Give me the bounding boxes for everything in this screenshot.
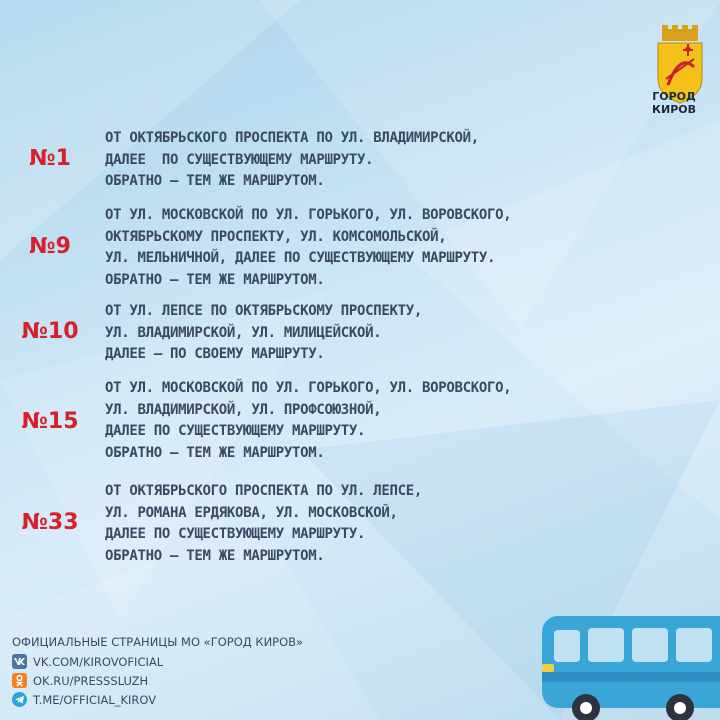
- route-line: ОТ ОКТЯБРЬСКОГО ПРОСПЕКТА ПО УЛ. ЛЕПСЕ,: [105, 483, 423, 499]
- social-link-label: VK.COM/KIROVOFICIAL: [33, 654, 164, 669]
- route-line: ОТ УЛ. МОСКОВСКОЙ ПО УЛ. ГОРЬКОГО, УЛ. ВОРОВСКОГО,: [105, 207, 512, 223]
- route-line: ОТ УЛ. МОСКОВСКОЙ ПО УЛ. ГОРЬКОГО, УЛ. ВОРОВСКОГО,: [105, 380, 512, 396]
- route-description: [105, 205, 665, 291]
- route-number: №9: [29, 234, 71, 259]
- social-link-ok[interactable]: [12, 671, 532, 690]
- route-line: УЛ. МЕЛЬНИЧНОЙ, ДАЛЕЕ ПО СУЩЕСТВУЮЩЕМУ МАРШРУТУ.: [105, 250, 496, 266]
- logo-line-1: ГОРОД: [652, 90, 696, 103]
- city-logo-label: [636, 90, 712, 116]
- route-line: ОБРАТНО – ТЕМ ЖЕ МАРШРУТОМ.: [105, 547, 325, 564]
- logo-line-2: КИРОВ: [652, 103, 696, 116]
- telegram-icon: [12, 692, 27, 707]
- ok-icon: [12, 673, 27, 688]
- route-line: ОКТЯБРЬСКОМУ ПРОСПЕКТУ, УЛ. КОМСОМОЛЬСКОЙ,: [105, 228, 447, 245]
- route-line: ДАЛЕЕ ПО СУЩЕСТВУЮЩЕМУ МАРШРУТУ.: [105, 526, 366, 542]
- route-item: [0, 128, 720, 194]
- route-description: [105, 481, 665, 567]
- social-link-label: T.ME/OFFICIAL_KIROV: [33, 692, 157, 707]
- social-link-label: OK.RU/PRESSSLUZH: [33, 673, 149, 688]
- footer-title: ОФИЦИАЛЬНЫЕ СТРАНИЦЫ МО «ГОРОД КИРОВ»: [12, 635, 304, 649]
- route-line: ОБРАТНО – ТЕМ ЖЕ МАРШРУТОМ.: [105, 271, 325, 288]
- route-item: [0, 378, 720, 466]
- route-number: №1: [29, 146, 71, 171]
- route-line: ОБРАТНО – ТЕМ ЖЕ МАРШРУТОМ.: [105, 444, 325, 461]
- route-number: №10: [21, 319, 79, 344]
- route-line: ОТ ОКТЯБРЬСКОГО ПРОСПЕКТА ПО УЛ. ВЛАДИМИРСКОЙ,: [105, 130, 479, 146]
- social-link-telegram[interactable]: [12, 690, 532, 709]
- route-line: ДАЛЕЕ ПО СУЩЕСТВУЮЩЕМУ МАРШРУТУ.: [105, 151, 374, 168]
- vk-icon: [12, 654, 27, 669]
- official-pages-footer: [12, 632, 532, 709]
- route-description: [105, 301, 665, 366]
- route-line: УЛ. ВЛАДИМИРСКОЙ, УЛ. МИЛИЦЕЙСКОЙ.: [105, 324, 382, 341]
- route-number: №15: [21, 409, 79, 434]
- route-item: [0, 481, 720, 569]
- route-description: [105, 378, 665, 464]
- route-number: №33: [21, 510, 79, 535]
- route-line: УЛ. РОМАНА ЕРДЯКОВА, УЛ. МОСКОВСКОЙ,: [105, 504, 398, 521]
- route-line: ОТ УЛ. ЛЕПСЕ ПО ОКТЯБРЬСКОМУ ПРОСПЕКТУ,: [105, 303, 423, 319]
- route-line: ДАЛЕЕ ПО СУЩЕСТВУЮЩЕМУ МАРШРУТУ.: [105, 423, 366, 439]
- route-line: УЛ. ВЛАДИМИРСКОЙ, УЛ. ПРОФСОЮЗНОЙ,: [105, 401, 382, 418]
- route-line: ОБРАТНО – ТЕМ ЖЕ МАРШРУТОМ.: [105, 173, 325, 189]
- social-link-vk[interactable]: [12, 652, 532, 671]
- bus-icon: [538, 612, 720, 720]
- route-item: [0, 205, 720, 293]
- route-line: ДАЛЕЕ – ПО СВОЕМУ МАРШРУТУ.: [105, 346, 325, 362]
- route-item: [0, 301, 720, 367]
- route-description: [105, 128, 665, 193]
